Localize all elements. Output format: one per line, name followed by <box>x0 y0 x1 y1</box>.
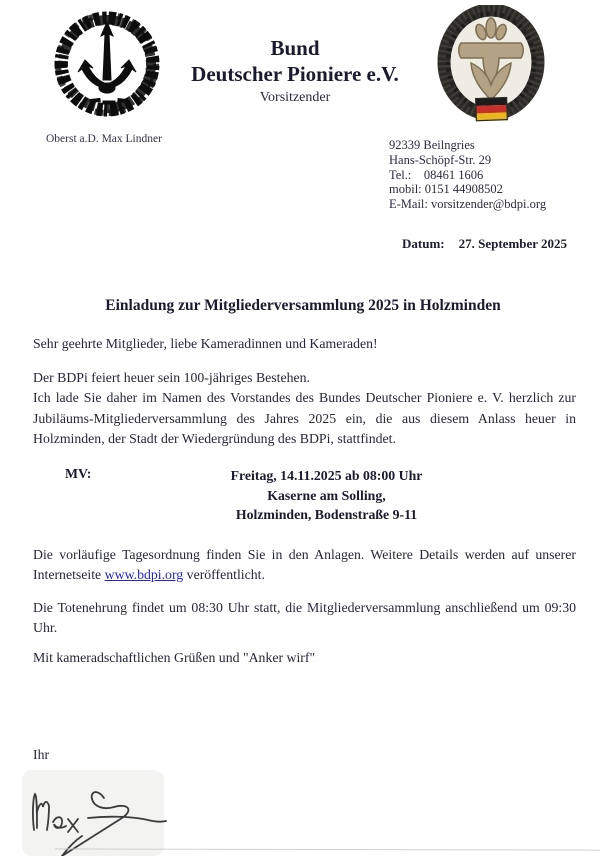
totenehrung-paragraph: Die Totenehrung findet um 08:30 Uhr statt, die Mitgliederversammlung anschließend um 09:30 Uhr. <box>33 600 576 636</box>
signoff: Ihr <box>33 747 50 762</box>
mv-date-time: Freitag, 14.11.2025 ab 08:00 Uhr <box>230 468 423 483</box>
org-title-block <box>150 36 440 108</box>
date-label: Datum: <box>402 236 445 251</box>
salutation: Sehr geehrte Mitglieder, liebe Kameradinnen und Kameraden! <box>33 336 378 351</box>
contact-city: 92339 Beilngries <box>389 138 475 152</box>
sender-name: Oberst a.D. Max Lindner <box>46 133 162 145</box>
contact-mobile: mobil: 0151 44908502 <box>389 182 503 197</box>
mv-address: Holzminden, Bodenstraße 9-11 <box>235 507 418 522</box>
letter-title: Einladung zur Mitgliederversammlung 2025 in Holzminden <box>105 297 501 314</box>
closing-line: Mit kameradschaftlichen Grüßen und "Anker wirf" <box>33 650 316 665</box>
date-line <box>389 220 567 268</box>
mv-label: MV: <box>65 466 92 481</box>
org-name-line1: Bund <box>270 36 320 60</box>
signature-handwriting <box>26 772 176 856</box>
contact-block <box>389 138 546 212</box>
german-flag <box>476 97 508 120</box>
date-value: 27. September 2025 <box>458 236 568 251</box>
intro-paragraph <box>33 368 576 450</box>
contact-email: E-Mail: vorsitzender@bdpi.org <box>389 197 547 212</box>
mv-lines <box>132 466 521 525</box>
agenda-paragraph <box>33 545 576 586</box>
intro-rest: Ich lade Sie daher im Namen des Vorstandes des Bundes Deutscher Pioniere e. V. herzlich zur Jubiläums-Mitgliederversammlung des Jahres 2025 ein, die aus diesem Anlass heuer in Holzminden, der Stadt der Wiedergründung des BDPi, stattfindet. <box>33 390 576 447</box>
contact-street: Hans-Schöpf-Str. 29 <box>389 152 492 167</box>
pioneer-wreath-stamp-icon <box>50 6 164 130</box>
intro-first-line: Der BDPi feiert heuer sein 100-jähriges Bestehen. <box>33 370 311 385</box>
agenda-text-pre: Die vorläufige Tagesordnung finden Sie in den Anlagen. Weitere Details werden auf unserer Internetseite <box>33 547 576 583</box>
org-role: Vorsitzender <box>259 90 331 105</box>
org-name-line2: Deutscher Pioniere e.V. <box>191 62 399 86</box>
website-link[interactable]: www.bdpi.org <box>104 567 184 583</box>
agenda-text-post: veröffentlicht. <box>183 567 265 583</box>
mv-location: Kaserne am Solling, <box>267 487 386 503</box>
meeting-details-block <box>33 466 576 525</box>
contact-phone: Tel.: 08461 1606 <box>389 167 484 182</box>
beret-badge-icon <box>436 5 546 127</box>
